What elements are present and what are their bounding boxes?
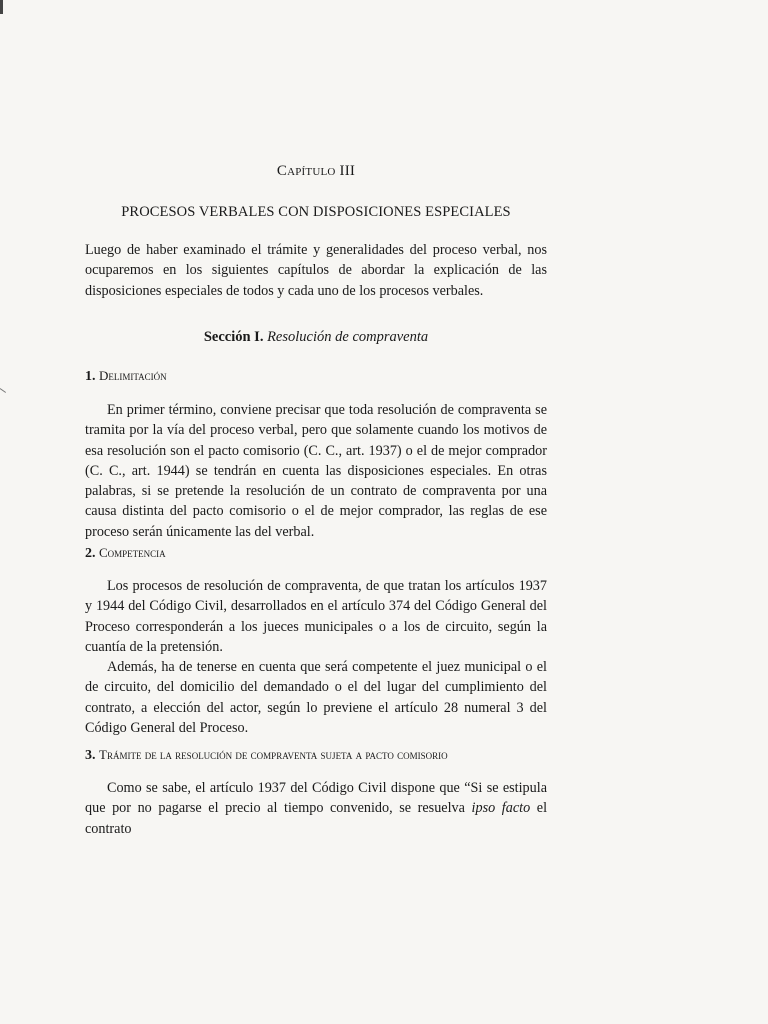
subsection-title: Competencia [99,545,166,560]
subsection-title: Trámite de la resolución de compraventa sujeta a pacto comisorio [99,747,448,762]
intro-paragraph: Luego de haber examinado el trámite y generalidades del proceso verbal, nos ocuparemos en los siguientes capítulos de abordar la explicación de las disposiciones especiales de todos y cada uno de los procesos verbales. [85,242,547,299]
chapter-title: PROCESOS VERBALES CON DISPOSICIONES ESPECIALES [121,204,511,220]
italic-phrase: ipso facto [471,800,531,817]
scan-edge-mark [0,0,3,14]
subsection-heading-2 [85,545,166,562]
scan-edge-tick [0,388,6,393]
body-paragraph [85,778,547,839]
subsection-number: 3. [85,748,96,763]
section-label: Sección I. [203,329,264,345]
paragraph-text: el contrato [85,800,548,837]
subsection-heading-3 [85,747,448,764]
body-paragraph: En primer término, conviene precisar que toda resolución de compraventa se tramita por la vía del proceso verbal, pero que solamente cuando los motivos de esa resolución son el pacto comisorio (C. C., art. 1937) o el de mejor comprador (C. C., art. 1944) se tendrán en cuenta las disposiciones especiales. En otras palabras, si se pretende la resolución de un contrato de compraventa por una causa distinta del pacto comisorio o el de mejor comprador, las reglas de ese proceso serán únicamente las del verbal. [85,402,547,540]
chapter-label: Capítulo III [276,163,356,179]
body-paragraph: Los procesos de resolución de compraventa, de que tratan los artículos 1937 y 1944 del Código Civil, desarrollados en el artículo 374 del Código General del Proceso corresponderán a los jueces municipales o a los de circuito, según la cuantía de la pretensión. [85,578,547,655]
subsection-title: Delimitación [99,368,167,383]
subsection-heading-1 [85,368,167,385]
paragraph-text: Como se sabe, el artículo 1937 del Código Civil dispone que “Si se estipula que por no pagarse el precio al tiempo convenido, se resuelva [85,780,547,817]
subsection-number: 1. [85,369,96,384]
section-heading [85,329,547,346]
subsection-number: 2. [85,546,96,561]
section-title: Resolución de compraventa [267,329,429,345]
body-paragraph: Además, ha de tenerse en cuenta que será competente el juez municipal o el de circuito, del domicilio del demandado o el del lugar del cumplimiento del contrato, a elección del actor, según lo previene el artículo 28 numeral 3 del Código General del Proceso. [85,659,547,736]
